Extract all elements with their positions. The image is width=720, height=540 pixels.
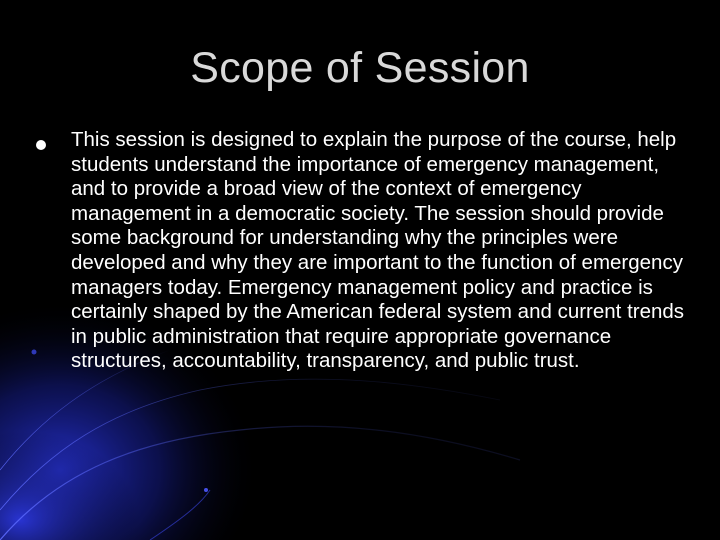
bullet-list	[30, 128, 690, 374]
slide-title: Scope of Session	[190, 44, 530, 92]
bullet-dot-icon	[36, 140, 46, 150]
bullet-text: This session is designed to explain the purpose of the course, help students understand the importance of emergency management, and to provide a broad view of the context of emergency management in a democratic society. The session should provide some background for understanding why the principles were developed and why they are important to the function of emergency managers today. Emergency management policy and practice is certainly shaped by the American federal system and current trends in public administration that require appropriate governance structures, accountability, transparency, and public trust.	[71, 128, 685, 373]
bullet-item	[30, 128, 690, 374]
